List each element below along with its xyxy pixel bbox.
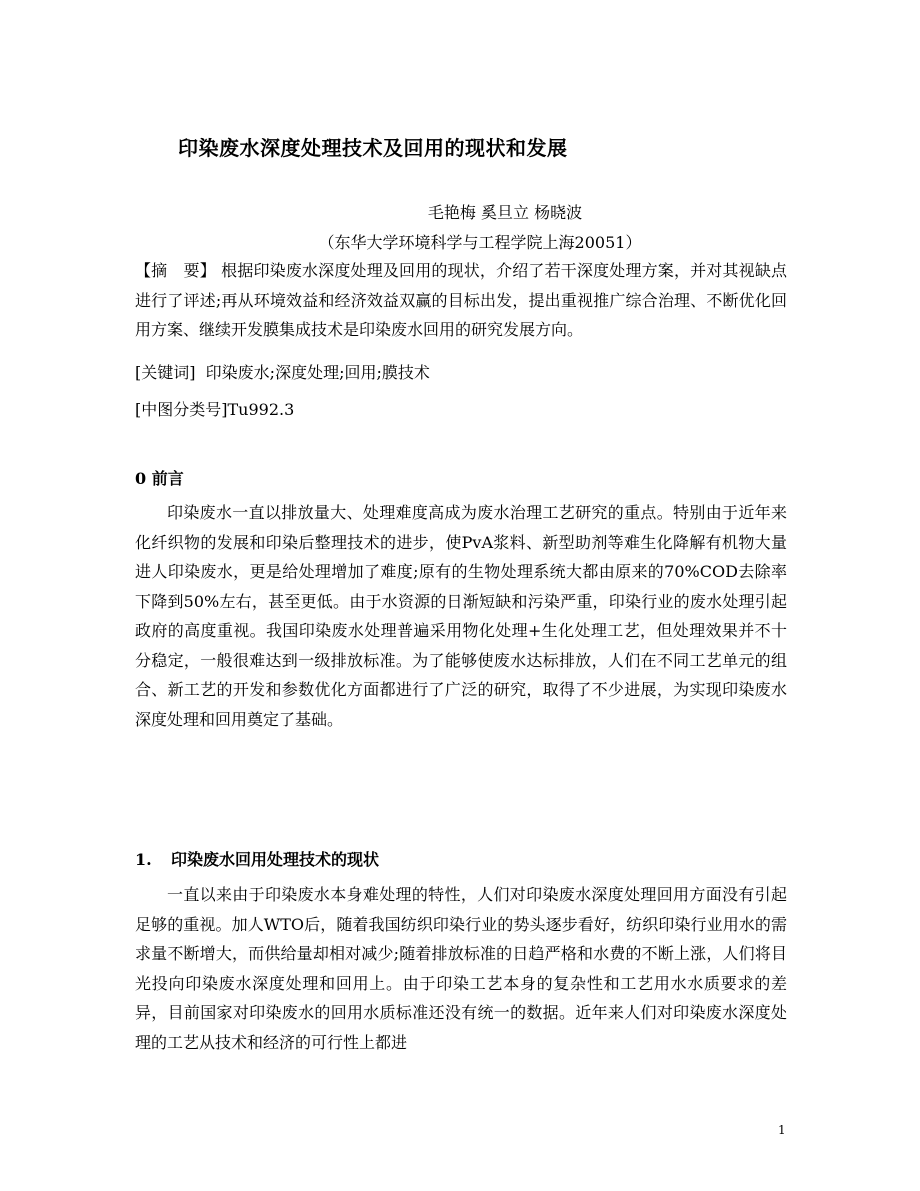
author-affiliation: （东华大学环境科学与工程学院上海20051） bbox=[318, 233, 642, 252]
keywords-text: 印染废水;深度处理;回用;膜技术 bbox=[205, 363, 430, 382]
keywords bbox=[135, 358, 787, 388]
page-number: 1 bbox=[778, 1123, 786, 1137]
page-title: 印染废水深度处理技术及回用的现状和发展 bbox=[178, 136, 568, 160]
section-number: 1. bbox=[135, 850, 152, 869]
keywords-label: [关键词] bbox=[135, 363, 196, 382]
abstract bbox=[135, 256, 787, 345]
abstract-label: 【摘 要】 bbox=[135, 261, 216, 280]
section-heading-status bbox=[135, 847, 379, 870]
section-title: 印染废水回用处理技术的现状 bbox=[171, 850, 380, 869]
abstract-text: 根据印染废水深度处理及回用的现状，介绍了若干深度处理方案，并对其视缺点进行了评述;再从环境效益和经济效益双赢的目标出发，提出重视推广综合治理、不断优化回用方案、继续开发膜集成技术是印染废水回用的研究发展方向。 bbox=[135, 261, 787, 339]
status-paragraph: 一直以来由于印染废水本身难处理的特性，人们对印染废水深度处理回用方面没有引起足够的重视。加人WTO后，随着我国纺织印染行业的势头逐步看好，纺织印染行业用水的需求量不断增大，而供给量却相对减少;随着排放标准的日趋严格和水费的不断上涨，人们将目光投向印染废水深度处理和回用上。由于印染工艺本身的复杂性和工艺用水水质要求的差异，目前国家对印染废水的回用水质标准还没有统一的数据。近年来人们对印染废水深度处理的工艺从技术和经济的可行性上都进 bbox=[135, 885, 787, 1052]
intro-paragraph: 印染废水一直以排放量大、处理难度高成为废水治理工艺研究的重点。特别由于近年来化纤织物的发展和印染后整理技术的进步，使PvA浆料、新型助剂等难生化降解有机物大量进人印染废水，更是给处理增加了难度;原有的生物处理系统大都由原来的70%COD去除率下降到50%左右，甚至更低。由于水资源的日渐短缺和污染严重，印染行业的废水处理引起政府的高度重视。我国印染废水处理普遍采用物化处理+生化处理工艺，但处理效果并不十分稳定，一般很难达到一级排放标准。为了能够使废水达标排放，人们在不同工艺单元的组合、新工艺的开发和参数优化方面都进行了广泛的研究，取得了不少进展，为实现印染废水深度处理和回用奠定了基础。 bbox=[135, 503, 787, 729]
classification-number: [中图分类号]Tu992.3 bbox=[135, 400, 295, 419]
section-heading-intro: 0 前言 bbox=[135, 469, 184, 488]
author-list: 毛艳梅 奚旦立 杨晓波 bbox=[427, 203, 583, 222]
